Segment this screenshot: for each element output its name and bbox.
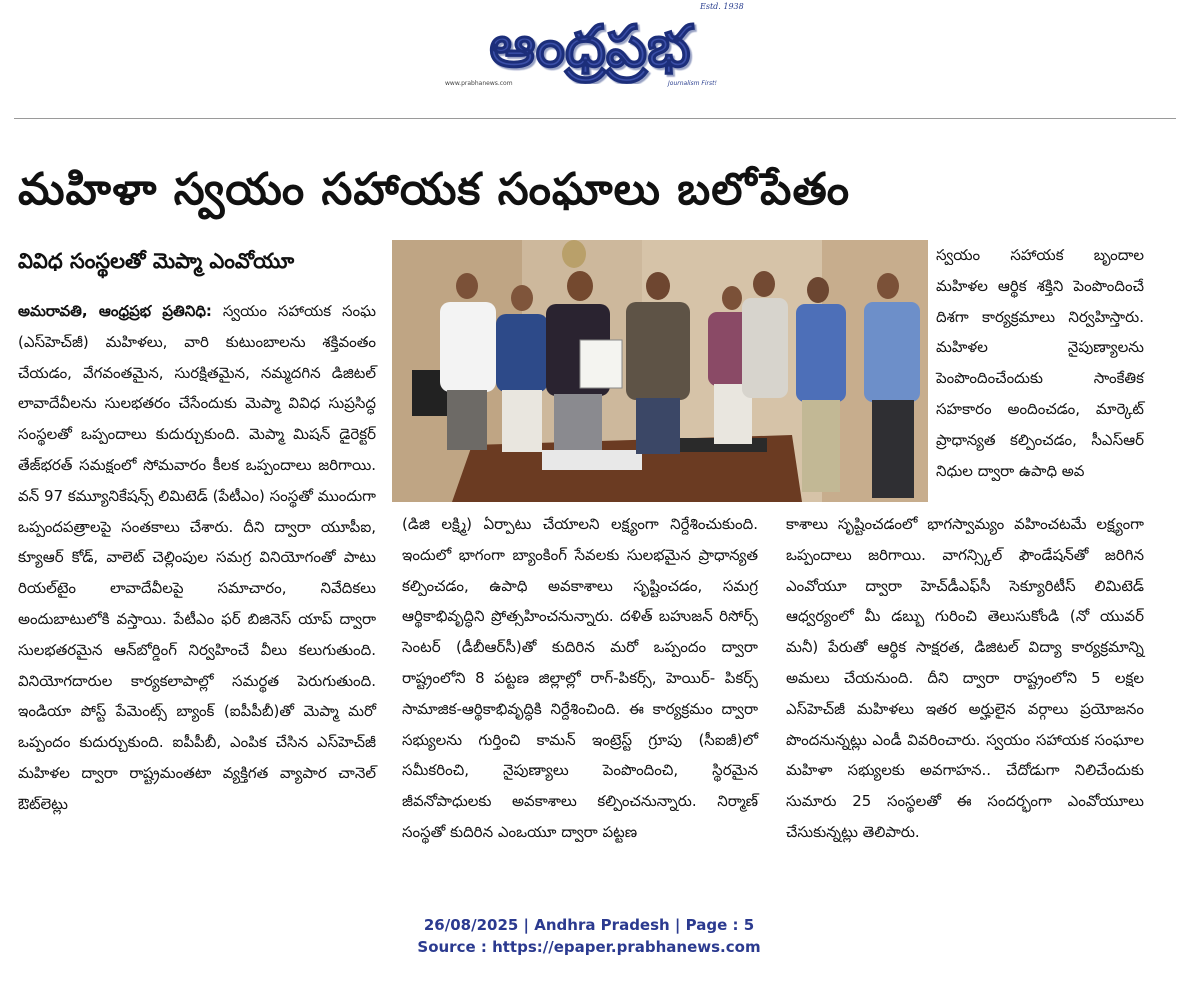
article-column-2-text: (డిజి లక్ష్మి) ఏర్పాటు చేయాలని లక్ష్యంగా నిర్దేశించుకుంది. ఇందులో భాగంగా బ్యాంకింగ్ సేవలకు సులభమైన ప్రాధాన్యత కల్పించడం, ఉపాధి అవకాశాలు సృష్టించడం, సమగ్ర ఆర్థికాభివృద్ధిని ప్రోత్సహించనున్నారు. దళిత్ బహుజన్ రిసోర్స్ సెంటర్ (డీబీఆర్‌సీ)తో కుదిరిన మరో ఒప్పందం ద్వారా రాష్ట్రంలోని 8 పట్టణ జిల్లాల్లో రాగ్-పికర్స్, హెయిర్- పికర్స్ సామాజిక-ఆర్థికాభివృద్ధికి నిర్దేశించింది. ఈ కార్యక్రమం ద్వారా సభ్యులను గుర్తించి కామన్ ఇంట్రెస్ట్ గ్రూపు (సీఐజీ)లో సమీకరించి, నైపుణ్యాలు పెంపొందించి, స్థిరమైన జీవనోపాధులకు అవకాశాలు కల్పించనున్నారు. నిర్మాణ్ సంస్థతో కుదిరిన ఎంఒయూ ద్వారా పట్టణ — [402, 515, 758, 841]
website-label: www.prabhanews.com — [445, 80, 513, 87]
article-subheadline: వివిధ సంస్థలతో మెప్మా ఎంవోయూ — [18, 249, 295, 273]
article-column-1-text: స్వయం సహాయక సంఘ (ఎస్‌హెచ్‌జీ) మహిళలు, వారి కుటుంబాలను శక్తివంతం చేయడం, వేగవంతమైన, సురక్షితమైన, నమ్మదగిన డిజిటల్ లావాదేవీలను సులభతరం చేసేందుకు మెప్మా వివిధ సుప్రసిద్ధ సంస్థలతో ఒప్పందాలు కుదుర్చుకుంది. మెప్మా మిషన్ డైరెక్టర్ తేజ్‌భరత్ సమక్షంలో సోమవారం కీలక ఒప్పందాలు జరిగాయి. వన్ 97 కమ్యూనికేషన్స్ లిమిటెడ్ (పేటీఎం) సంస్థతో ముందుగా ఒప్పందపత్రాలపై సంతకాలు చేశారు. దీని ద్వారా యూపీఐ, క్యూఆర్ కోడ్, వాలెట్ చెల్లింపుల సమగ్ర వినియోగంతో పాటు రియల్‌టైం లావాదేవీలపై సమాచారం, నివేదికలు అందుబాటులోకి వస్తాయి. పేటీఎం ఫర్ బిజినెస్ యాప్ ద్వారా సులభతరమైన ఆన్‌బోర్డింగ్ నిర్వహించే వీలు కలుగుతుంది. వినియోగదారుల కార్యకలాపాల్లో సమర్థత పెరుగుతుంది. ఇండియా పోస్ట్ పేమెంట్స్ బ్యాంక్ (ఐపీపీబీ)తో మెప్మా మరో ఒప్పందం కుదుర్చుకుంది. ఐపీపీబీ, ఎంపిక చేసిన ఎస్‌హెచ్‌జీ మహిళల ద్వారా రాష్ట్రమంతటా వ్యక్తిగత వ్యాపార చానెల్ ఔట్‌లెట్లు — [18, 302, 376, 813]
article-column-3-top-text: స్వయం సహాయక బృందాల మహిళల ఆర్థిక శక్తిని పెంపొందించే దిశగా కార్యక్రమాలు నిర్వహిస్తారు. మహిళల నైపుణ్యాలను పెంపొందించేందుకు సాంకేతిక సహకారం అందించడం, మార్కెట్ ప్రాధాన్యత కల్పించడం, సీఎస్ఆర్ నిధుల ద్వారా ఉపాధి అవ — [936, 246, 1144, 480]
article-photo — [392, 240, 928, 502]
article-column-2 — [402, 509, 758, 848]
footer-date-page: 26/08/2025 | Andhra Pradesh | Page : 5 — [423, 916, 755, 934]
article-column-3-top — [936, 240, 1144, 486]
estd-label: Estd. 1938 — [700, 2, 744, 11]
logo-text: ఆంధ్రప్రభ — [489, 12, 691, 80]
article-column-3-bottom — [786, 509, 1144, 848]
newspaper-logo — [440, 4, 740, 84]
article-column-1 — [18, 296, 376, 820]
page-footer — [0, 914, 1178, 958]
article-headline: మహిళా స్వయం సహాయక సంఘాలు బలోపేతం — [18, 164, 850, 215]
masthead — [0, 0, 1178, 100]
tagline-label: Journalism First! — [668, 80, 717, 87]
header-divider — [14, 118, 1176, 119]
article-dateline: అమరావతి, ఆంధ్రప్రభ ప్రతినిధి: — [18, 302, 212, 320]
article-column-3-bottom-text: కాశాలు సృష్టించడంలో భాగస్వామ్యం వహించటమే లక్ష్యంగా ఒప్పందాలు జరిగాయి. వాగన్స్కిల్ ఫౌండేషన్‌తో జరిగిన ఎంవోయూ ద్వారా హెచ్‌డీఎఫ్‌సీ సెక్యూరిటీస్ లిమిటెడ్ ఆధ్వర్యంలో మీ డబ్బు గురించి తెలుసుకోండి (నో యువర్ మనీ) పేరుతో ఆర్థిక సాక్షరత, డిజిటల్ విద్యా కార్యక్రమాన్ని అమలు చేయనుంది. దీని ద్వారా రాష్ట్రంలోని 5 లక్షల ఎస్‌హెచ్‌జీ మహిళలు ఇతర అర్హులైన వర్గాలు ప్రయోజనం పొందనున్నట్లు ఎండీ వివరించారు. స్వయం సహాయక సంఘాల మహిళా సభ్యులకు అవగాహన.. చేదోడుగా నిలిచేందుకు సుమారు 25 సంస్థలతో ఈ సందర్భంగా ఎంవోయూలు చేసుకున్నట్లు తెలిపారు. — [786, 515, 1144, 841]
group-photo-illustration — [392, 240, 928, 502]
footer-source-link[interactable]: Source : https://epaper.prabhanews.com — [417, 938, 761, 956]
